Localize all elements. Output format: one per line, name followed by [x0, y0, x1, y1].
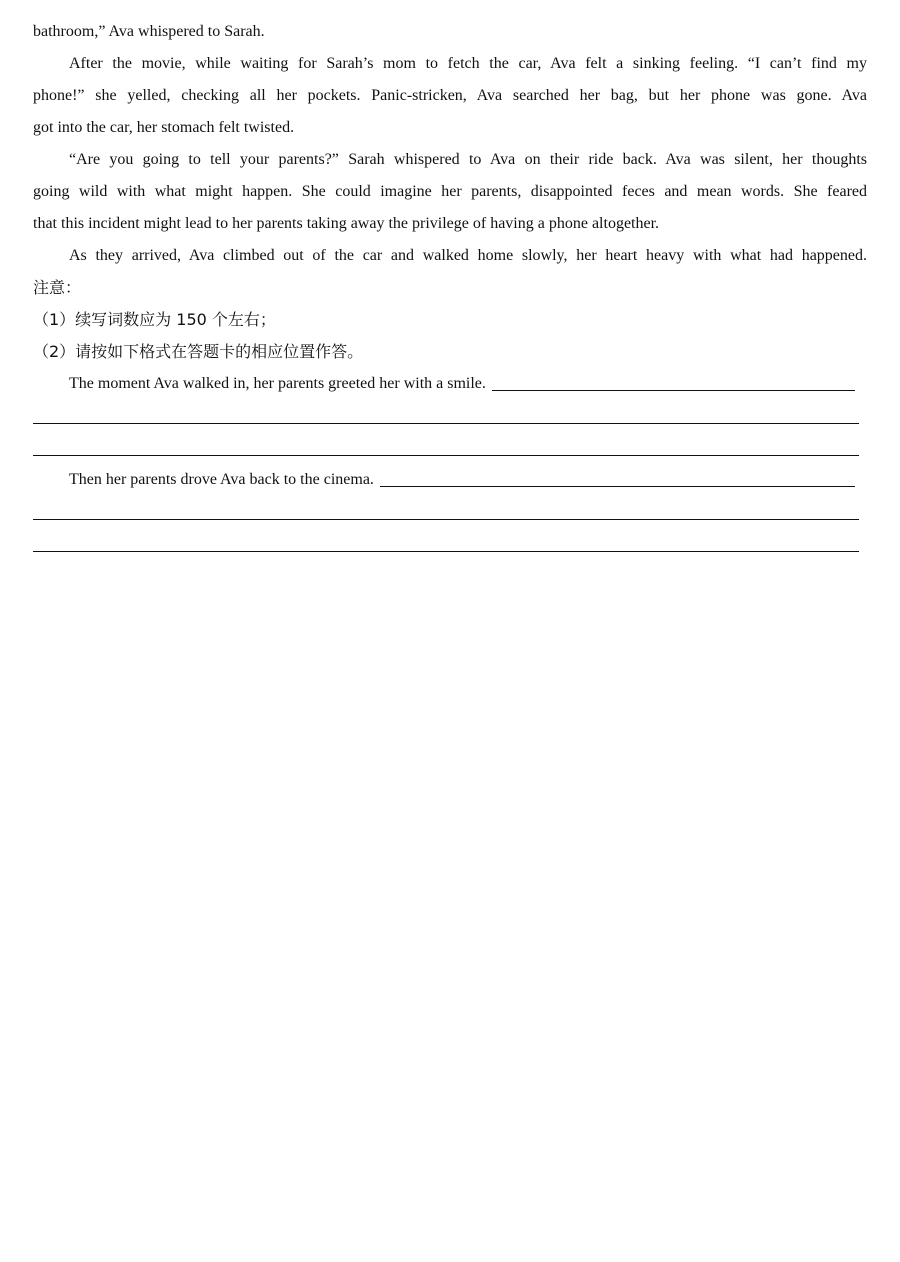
story-paragraph-2-line-2: going wild with what might happen. She could imagine her parents, disappointed feces and mean words. She feared: [33, 183, 867, 200]
notes-item-1: （1）续写词数应为 150 个左右；: [33, 310, 276, 329]
prompt-1-row: [33, 368, 867, 400]
story-paragraph-1-line-3: got into the car, her stomach felt twisted.: [33, 119, 295, 136]
answer-line[interactable]: [33, 432, 867, 464]
answer-line[interactable]: [33, 400, 867, 432]
story-paragraph-2-line-3: that this incident might lead to her parents taking away the privilege of having a phone altogether.: [33, 215, 660, 232]
story-paragraph-0-line-1: bathroom,” Ava whispered to Sarah.: [33, 23, 265, 40]
prompt-1-text: The moment Ava walked in, her parents greeted her with a smile.: [69, 375, 486, 392]
document-page: [33, 16, 867, 560]
prompt-2-text: Then her parents drove Ava back to the cinema.: [69, 471, 374, 488]
answer-line[interactable]: [33, 528, 867, 560]
prompt-2-row: [33, 464, 867, 496]
answer-line[interactable]: [33, 496, 867, 528]
story-paragraph-3-line-1: As they arrived, Ava climbed out of the car and walked home slowly, her heart heavy with what had happened.: [69, 247, 867, 264]
prompt-2-answer-blank[interactable]: [380, 486, 855, 487]
story-paragraph-1-line-1: After the movie, while waiting for Sarah’s mom to fetch the car, Ava felt a sinking feeling. “I can’t find my: [69, 55, 867, 72]
notes-item-2: （2）请按如下格式在答题卡的相应位置作答。: [33, 342, 364, 361]
story-paragraph-2-line-1: “Are you going to tell your parents?” Sarah whispered to Ava on their ride back. Ava was silent, her thoughts: [69, 151, 867, 168]
prompt-1-answer-blank[interactable]: [492, 390, 855, 391]
story-paragraph-1-line-2: phone!” she yelled, checking all her pockets. Panic-stricken, Ava searched her bag, but her phone was gone. Ava: [33, 87, 867, 104]
notes-heading: 注意：: [33, 278, 82, 297]
